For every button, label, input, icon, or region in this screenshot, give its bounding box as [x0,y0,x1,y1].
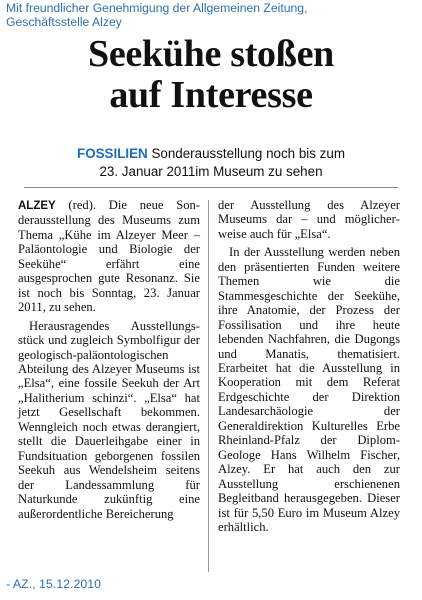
permission-line-1: Mit freundlicher Genehmigung der Allgemeinen Zeitung, [6,1,308,15]
subheadline-text-2: 23. Januar 2011im Museum zu sehen [99,164,323,179]
article-paragraph-2-continued: der Ausstellung des Alzeyer Museums dar – und möglicherweise auch für „Elsa“. [218,198,400,241]
subheadline-rule [24,187,398,188]
subheadline [0,145,422,188]
article-paragraph-1 [18,198,200,315]
subheadline-text-1: Sonderausstellung noch bis zum [151,146,345,161]
article-column-left [18,198,200,521]
dateline: ALZEY [18,200,56,212]
column-divider [208,200,209,572]
headline [0,34,422,116]
article-paragraph-1-text: (red). Die neue Sonderausstellung des Museums zum Thema „Kühe im Alzeyer Meer – Paläontologie und Biologie der Seekühe“ erfährt eine ausgesprochen gute Resonanz. Sie ist noch bis Sonntag, 23. Januar 2011, zu sehen. [18,198,200,315]
article-column-right [218,198,400,534]
source-credit: - AZ., 15.12.2010 [6,577,102,591]
permission-note [6,2,416,29]
permission-line-2: Geschäftsstelle Alzey [6,14,122,29]
topic-label: FOSSILIEN [77,146,148,161]
headline-line-1: Seekühe stoßen [87,33,334,75]
article-paragraph-2: Herausragendes Ausstellungsstück und zugleich Symbolfigur der geologisch-paläontologischen Abteilung des Alzeyer Museums ist „Elsa“, eine fossile Seekuh der Art „Halitherium schinzi“. „Elsa“ hat jetzt Gesellschaft bekommen. Wenngleich noch etwas derangiert, stellt die Dauerleihgabe einer in Fundsituation geborgenen fossilen Seekuh aus Wendelsheim seitens der Landessammlung für Naturkunde zukünftig eine außerordentliche Bereicherung [18,318,200,521]
headline-line-2: auf Interesse [109,74,313,116]
article-paragraph-3: In der Ausstellung werden neben den präsentierten Funden weitere Themen wie die Stammesgeschichte der Seekühe, ihre Anatomie, der Prozess der Fossilisation und ihre heute lebenden Nachfahren, die Dugongs und Manatis, thematisiert. Erarbeitet hat die Ausstellung in Kooperation mit dem Referat Erdgeschichte der Direktion Landesarchäologie der Generaldirektion Kulturelles Erbe Rheinland-Pfalz der Diplom-Geologe Hans Wilhelm Fischer, Alzey. Er hat auch den zur Ausstellung erschienenen Begleitband herausgegeben. Dieser ist für 5,50 Euro im Museum Alzey erhältlich. [218,245,400,534]
subheadline-line-1 [0,145,422,163]
